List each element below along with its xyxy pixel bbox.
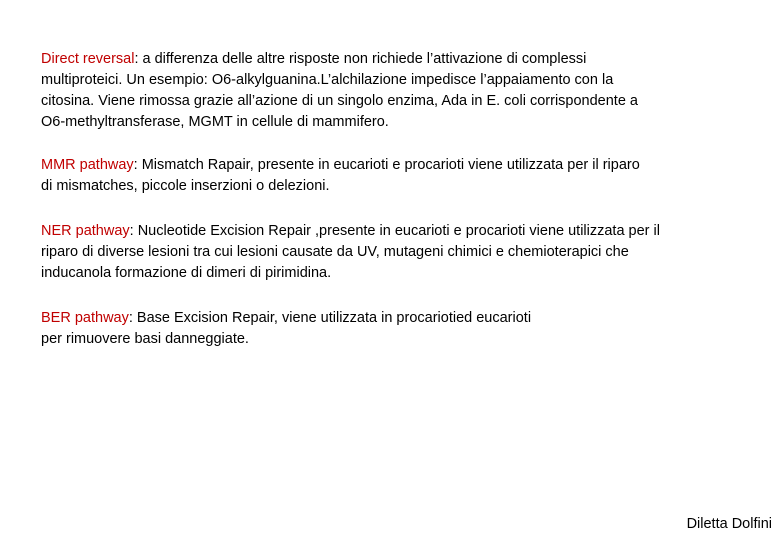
- term-mmr-pathway: MMR pathway: [41, 157, 134, 173]
- paragraph-line: riparo di diverse lesioni tra cui lesioni causate da UV, mutageni chimici e chemioterapici che: [41, 244, 629, 260]
- line-text: : Nucleotide Excision Repair ,presente in eucarioti e procarioti viene utilizzata per il: [129, 223, 660, 239]
- paragraph-line: multiproteici. Un esempio: O6-alkylguanina.L’alchilazione impedisce l’appaiamento con la: [41, 72, 614, 88]
- paragraph-line: O6-methyltransferase, MGMT in cellule di mammifero.: [41, 114, 389, 130]
- line-text: : Base Excision Repair, viene utilizzata in procariotied eucarioti: [128, 310, 532, 326]
- author-name: Diletta Dolfini: [686, 516, 772, 532]
- paragraph-direct-reversal: [41, 49, 761, 133]
- paragraph-line: citosina. Viene rimossa grazie all’azione di un singolo enzima, Ada in E. coli corrispondente a: [41, 93, 638, 109]
- paragraph-ber-pathway: [41, 308, 761, 350]
- term-ner-pathway: NER pathway: [41, 223, 130, 239]
- paragraph-line: inducanola formazione di dimeri di pirimidina.: [41, 265, 332, 281]
- term-direct-reversal: Direct reversal: [41, 51, 135, 67]
- paragraph-line: [41, 308, 761, 329]
- paragraph-line: per rimuovere basi danneggiate.: [41, 331, 249, 347]
- paragraph-ner-pathway: [41, 221, 761, 284]
- paragraph-mmr-pathway: [41, 155, 761, 197]
- paragraph-line: di mismatches, piccole inserzioni o delezioni.: [41, 178, 330, 194]
- line-text: : Mismatch Rapair, presente in eucarioti e procarioti viene utilizzata per il riparo: [133, 157, 640, 173]
- paragraph-line: [41, 49, 761, 70]
- term-ber-pathway: BER pathway: [41, 310, 129, 326]
- paragraph-line: [41, 155, 761, 176]
- paragraph-line: [41, 221, 761, 242]
- line-text: : a differenza delle altre risposte non richiede l’attivazione di complessi: [134, 51, 587, 67]
